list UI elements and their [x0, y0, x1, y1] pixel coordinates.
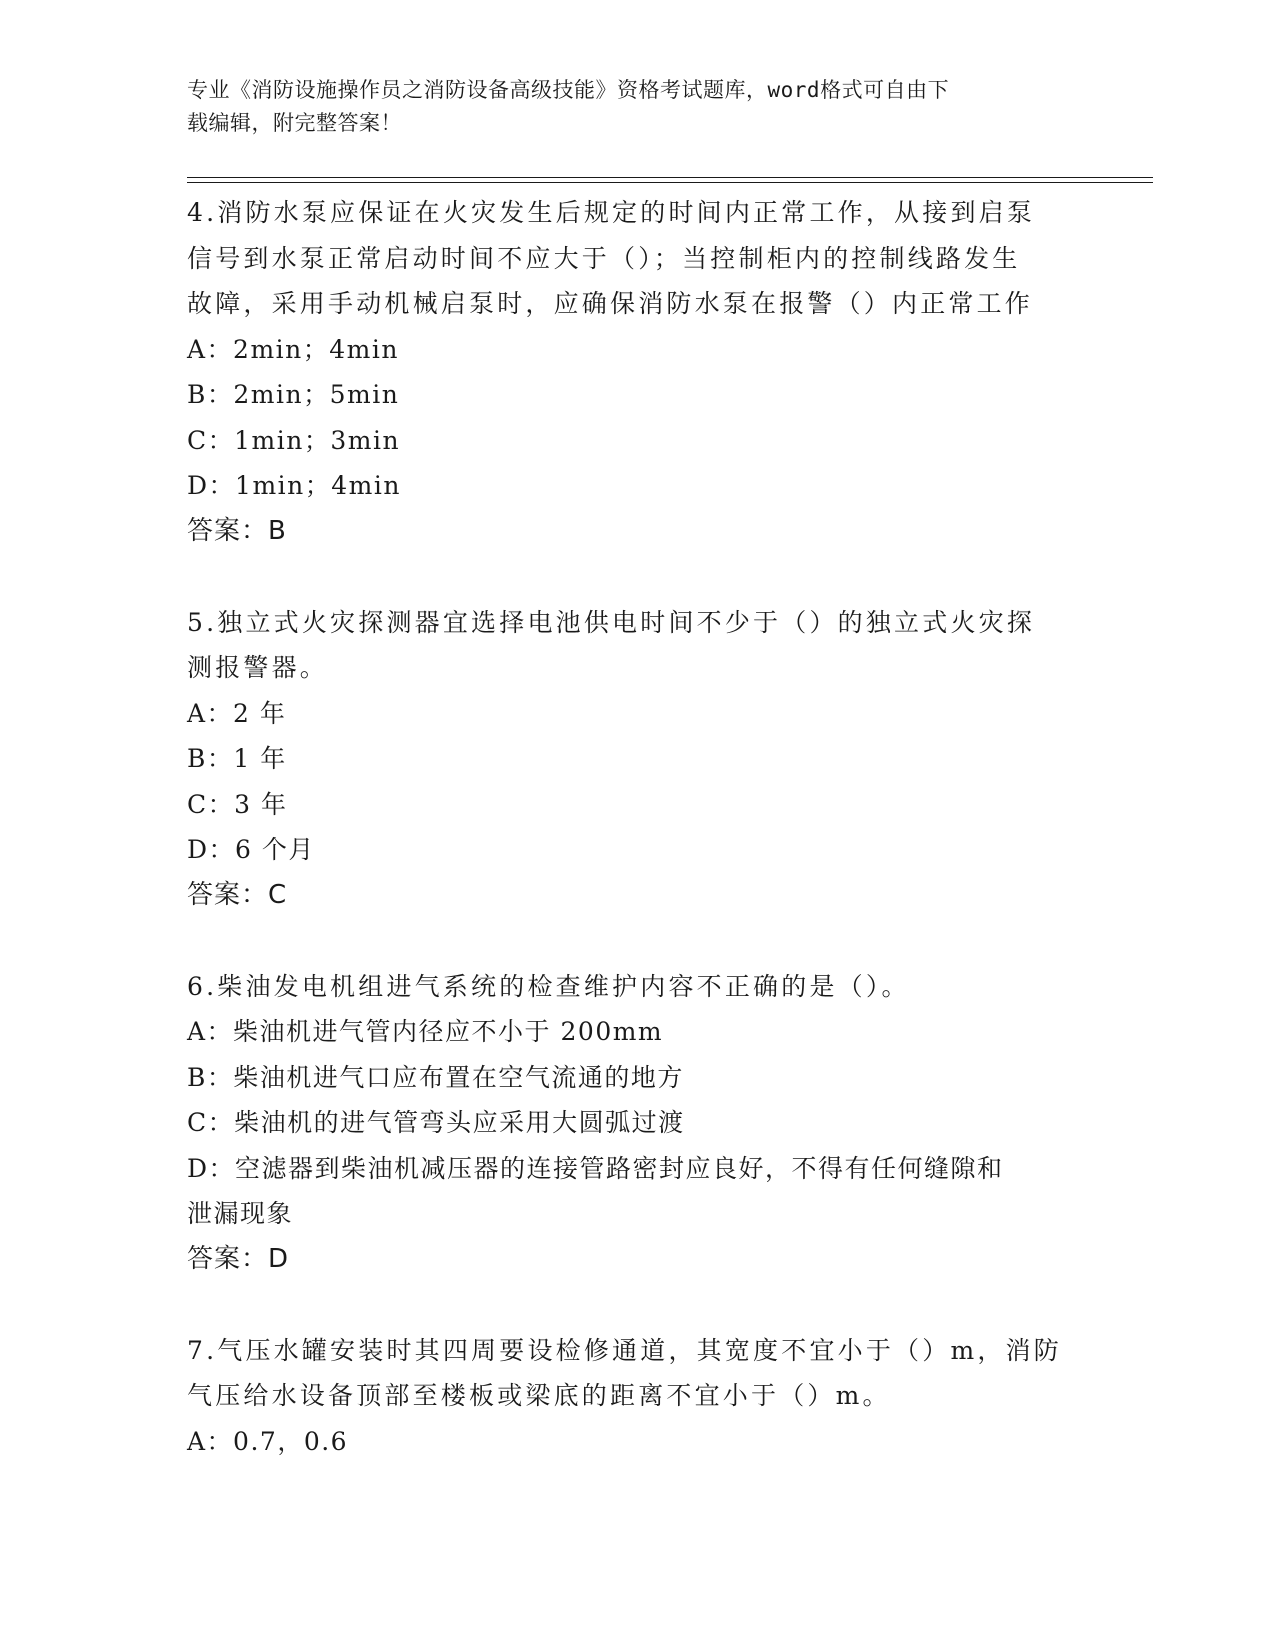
- question-5: [187, 600, 1087, 919]
- question-line: 信号到水泵正常启动时间不应大于（）；当控制柜内的控制线路发生: [187, 243, 1021, 273]
- option-c: C：柴油机的进气管弯头应采用大圆弧过渡: [187, 1108, 685, 1137]
- option-c: C：1min；3min: [187, 425, 401, 455]
- question-7: [187, 1328, 1087, 1465]
- option-b: B：2min；5min: [187, 380, 400, 409]
- option-a: A：2min；4min: [187, 334, 399, 364]
- header-divider-bottom: [187, 182, 1153, 183]
- spacer: [187, 1282, 1087, 1328]
- answer-label: 答案：D: [187, 1243, 290, 1274]
- option-d-continued: 泄漏现象: [187, 1199, 294, 1228]
- answer-label: 答案：C: [187, 879, 288, 910]
- question-6: [187, 964, 1087, 1283]
- header-line-2: 载编辑，附完整答案！: [187, 111, 402, 135]
- question-text: [187, 964, 1087, 1010]
- option-d: D：空滤器到柴油机减压器的连接管路密封应良好，不得有任何缝隙和: [187, 1153, 1004, 1183]
- header-divider-top: [187, 177, 1153, 178]
- document-header: [187, 74, 1067, 140]
- question-line: 测报警器。: [187, 653, 329, 682]
- question-text: [187, 600, 1087, 691]
- question-line: 4.消防水泵应保证在火灾发生后规定的时间内正常工作，从接到启泵: [187, 198, 1036, 227]
- question-line: 故障，采用手动机械启泵时，应确保消防水泵在报警（）内正常工作: [187, 289, 1034, 318]
- question-4: [187, 190, 1087, 554]
- header-line-1: 专业《消防设施操作员之消防设备高级技能》资格考试题库，word格式可自由下: [187, 78, 950, 102]
- option-c: C：3 年: [187, 789, 288, 819]
- question-line: 7.气压水罐安装时其四周要设检修通道，其宽度不宜小于（）m，消防: [187, 1335, 1062, 1365]
- question-line: 气压给水设备顶部至楼板或梁底的距离不宜小于（）m。: [187, 1381, 891, 1410]
- question-line: 5.独立式火灾探测器宜选择电池供电时间不少于（）的独立式火灾探: [187, 607, 1036, 637]
- option-b: B：1 年: [187, 744, 287, 773]
- question-list: [187, 190, 1087, 1464]
- answer-label: 答案：B: [187, 515, 287, 546]
- option-a: A：柴油机进气管内径应不小于 200mm: [187, 1017, 664, 1046]
- question-text: [187, 1328, 1087, 1419]
- option-d: D：1min；4min: [187, 471, 401, 500]
- question-line: 6.柴油发电机组进气系统的检查维护内容不正确的是（）。: [187, 971, 910, 1001]
- option-a: A：0.7，0.6: [187, 1426, 349, 1456]
- option-b: B：柴油机进气口应布置在空气流通的地方: [187, 1062, 684, 1092]
- spacer: [187, 918, 1087, 964]
- spacer: [187, 554, 1087, 600]
- question-text: [187, 190, 1087, 327]
- option-d: D：6 个月: [187, 835, 315, 864]
- option-a: A：2 年: [187, 698, 287, 728]
